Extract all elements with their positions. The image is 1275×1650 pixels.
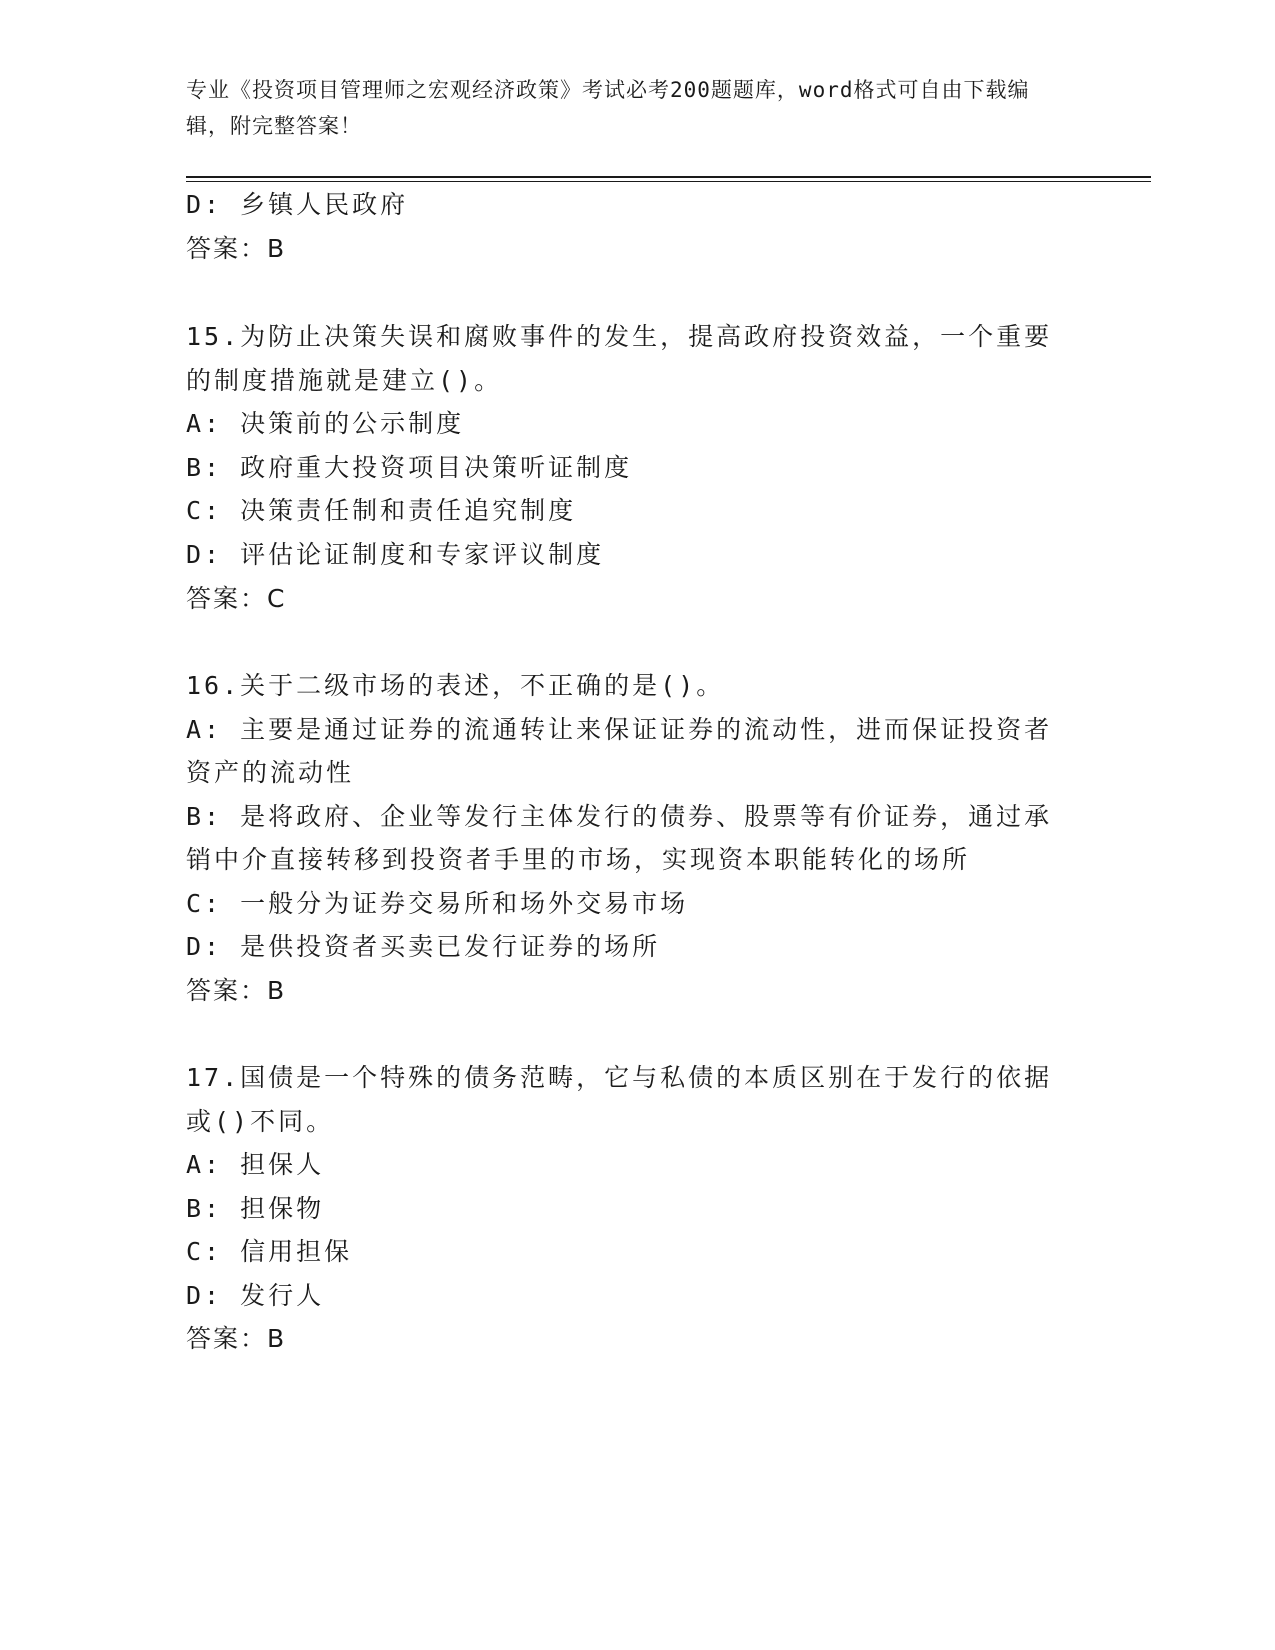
header-divider-thick [186, 176, 1151, 178]
answer-value: B [267, 234, 287, 263]
q16-answer [186, 974, 286, 1008]
q15-option-d: D: 评估论证制度和专家评议制度 [186, 540, 605, 569]
answer-label: 答案： [186, 234, 268, 263]
q16-option-b-line2: 销中介直接转移到投资者手里的市场，实现资本职能转化的场所 [186, 845, 971, 874]
q15-stem-line1: 15.为防止决策失误和腐败事件的发生，提高政府投资效益，一个重要 [186, 322, 1053, 351]
answer-label: 答案： [186, 976, 268, 1005]
q15-stem-line2: 的制度措施就是建立()。 [186, 366, 503, 395]
q17-stem-line1: 17.国债是一个特殊的债务范畴，它与私债的本质区别在于发行的依据 [186, 1063, 1053, 1092]
q17-stem-line2: 或()不同。 [186, 1107, 335, 1136]
answer-value: B [267, 976, 287, 1005]
q15-answer [186, 582, 286, 616]
q15-option-b: B: 政府重大投资项目决策听证制度 [186, 453, 633, 482]
prev-option-d: D: 乡镇人民政府 [186, 190, 409, 219]
answer-label: 答案： [186, 1324, 268, 1353]
answer-value: C [267, 584, 287, 613]
q17-option-c: C: 信用担保 [186, 1237, 353, 1266]
q16-option-d: D: 是供投资者买卖已发行证券的场所 [186, 932, 661, 961]
prev-answer [186, 232, 286, 266]
q17-option-d: D: 发行人 [186, 1281, 325, 1310]
answer-label: 答案： [186, 584, 268, 613]
q17-answer [186, 1322, 286, 1356]
q16-option-b-line1: B: 是将政府、企业等发行主体发行的债券、股票等有价证券，通过承 [186, 802, 1053, 831]
q16-option-c: C: 一般分为证券交易所和场外交易市场 [186, 889, 689, 918]
q17-option-b: B: 担保物 [186, 1194, 325, 1223]
q16-option-a-line2: 资产的流动性 [186, 758, 355, 787]
q15-option-a: A: 决策前的公示制度 [186, 409, 465, 438]
q15-option-c: C: 决策责任制和责任追究制度 [186, 496, 577, 525]
answer-value: B [267, 1324, 287, 1353]
q16-stem: 16.关于二级市场的表述，不正确的是()。 [186, 671, 725, 700]
header-divider-thin [186, 181, 1151, 182]
q17-option-a: A: 担保人 [186, 1150, 325, 1179]
document-header: 专业《投资项目管理师之宏观经济政策》考试必考200题题库，word格式可自由下载编辑，附完整答案！ [186, 78, 1030, 138]
q16-option-a-line1: A: 主要是通过证券的流通转让来保证证券的流动性，进而保证投资者 [186, 715, 1053, 744]
